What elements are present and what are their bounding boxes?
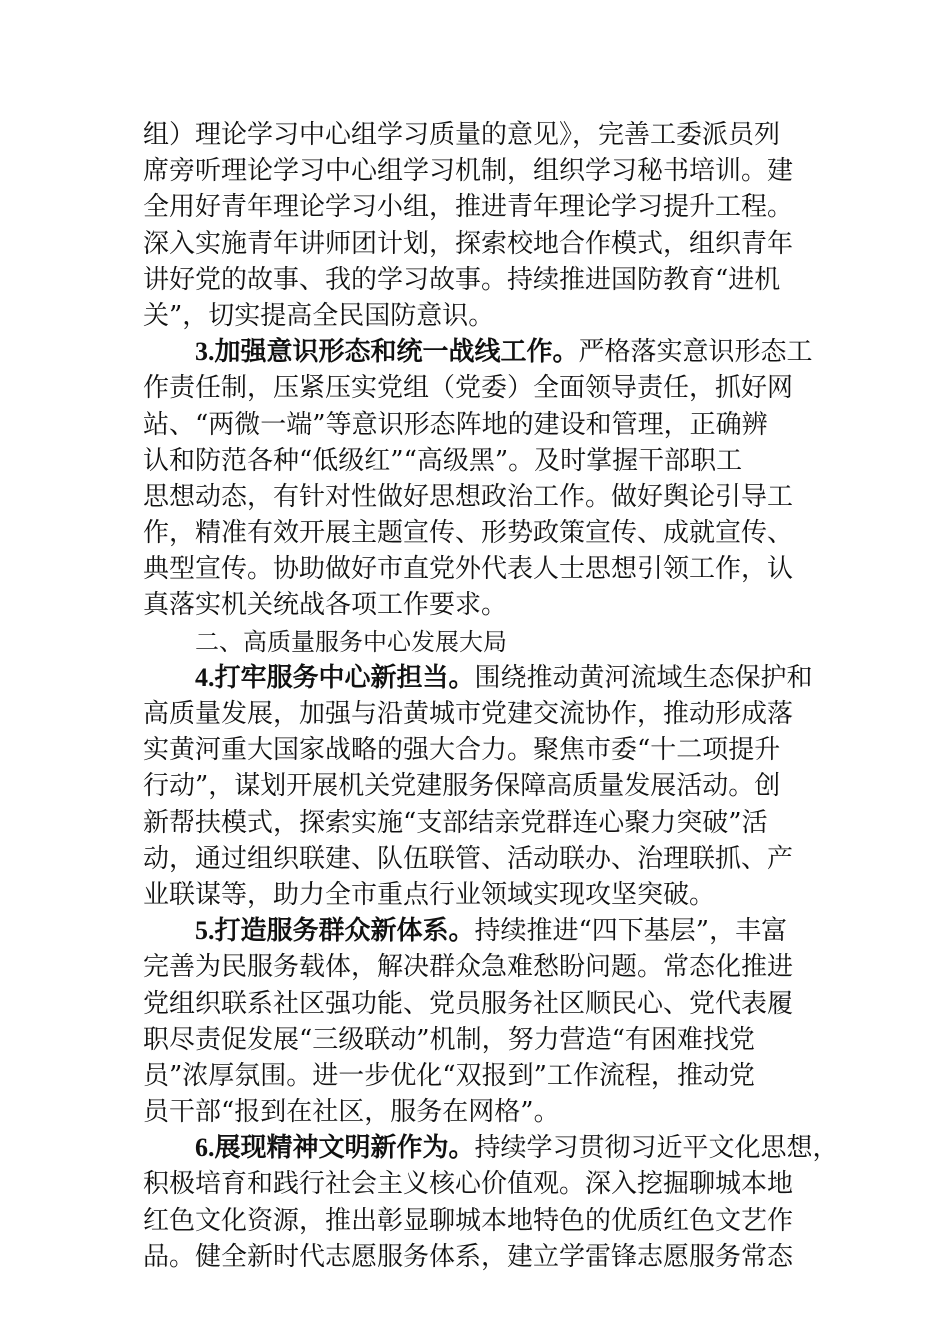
text-line: 完善为民服务载体，解决群众急难愁盼问题。常态化推进 [143, 952, 794, 983]
item-number: 5. [195, 916, 215, 946]
text-line: 作，精准有效开展主题宣传、形势政策宣传、成就宣传、 [143, 518, 794, 549]
item-text: 严格落实意识形态工 [578, 337, 813, 368]
paragraph-item-5 [143, 913, 823, 1130]
text-line: 职尽责促发展“三级联动”机制，努力营造“有困难找党 [143, 1024, 755, 1055]
item-number: 3. [195, 337, 215, 367]
item-text: 持续学习贯彻习近平文化思想， [474, 1133, 839, 1164]
item-title: 打牢服务中心新担当。 [214, 662, 475, 693]
text-line: 全用好青年理论学习小组，推进青年理论学习提升工程。 [143, 192, 794, 223]
text-line: 员干部“报到在社区，服务在网格”。 [143, 1097, 560, 1128]
paragraph-item-6 [143, 1130, 839, 1275]
paragraph-first-line [143, 1130, 839, 1166]
item-text: 持续推进“四下基层”，丰富 [474, 916, 788, 947]
text-line: 实黄河重大国家战略的强大合力。聚焦市委“十二项提升 [143, 735, 781, 766]
text-line: 作责任制，压紧压实党组（党委）全面领导责任，抓好网 [143, 373, 794, 404]
text-line: 组）理论学习中心组学习质量的意见》，完善工委派员列 [143, 120, 781, 150]
text-line: 业联谋等，助力全市重点行业领域实现攻坚突破。 [143, 879, 716, 910]
paragraph-first-line [143, 913, 823, 949]
text-line: 员”浓厚氛围。进一步优化“双报到”工作流程，推动党 [143, 1060, 755, 1091]
section-heading-2 [143, 624, 823, 660]
text-line: 席旁听理论学习中心组学习机制，组织学习秘书培训。建 [143, 156, 794, 187]
text-line: 讲好党的故事、我的学习故事。持续推进国防教育“进机 [143, 264, 781, 295]
item-title: 展现精神文明新作为。 [214, 1133, 475, 1164]
text-line: 品。健全新时代志愿服务体系，建立学雷锋志愿服务常态 [143, 1241, 794, 1272]
paragraph-item-4 [143, 660, 823, 913]
text-line: 典型宣传。协助做好市直党外代表人士思想引领工作，认 [143, 554, 794, 585]
paragraph-first-line [143, 334, 823, 370]
item-title: 加强意识形态和统一战线工作。 [214, 337, 579, 368]
item-number: 4. [195, 662, 215, 692]
item-text: 围绕推动黄河流域生态保护和 [474, 662, 813, 693]
text-line: 关”，切实提高全民国防意识。 [143, 300, 495, 331]
text-line: 认和防范各种“低级红”“高级黑”。及时掌握干部职工 [143, 445, 743, 476]
document-body [143, 117, 839, 1275]
text-line: 红色文化资源，推出彰显聊城本地特色的优质红色文艺作 [143, 1205, 794, 1236]
text-line: 新帮扶模式，探索实施“支部结亲党群连心聚力突破”活 [143, 807, 768, 838]
paragraph-first-line [143, 660, 823, 696]
text-line: 积极培育和践行社会主义核心价值观。深入挖掘聊城本地 [143, 1169, 794, 1200]
text-line: 深入实施青年讲师团计划，探索校地合作模式，组织青年 [143, 228, 794, 259]
text-line: 高质量发展，加强与沿黄城市党建交流协作，推动形成落 [143, 699, 794, 729]
text-line: 思想动态，有针对性做好思想政治工作。做好舆论引导工 [143, 481, 794, 512]
item-number: 6. [195, 1133, 215, 1163]
section-heading: 二、高质量服务中心发展大局 [195, 627, 507, 656]
text-line: 行动”，谋划开展机关党建服务保障高质量发展活动。创 [143, 771, 781, 802]
item-title: 打造服务群众新体系。 [214, 916, 475, 947]
text-line: 真落实机关统战各项工作要求。 [143, 590, 508, 621]
text-line: 站、“两微一端”等意识形态阵地的建设和管理，正确辨 [143, 409, 768, 440]
text-line: 动，通过组织联建、队伍联管、活动联办、治理联抓、产 [143, 843, 794, 874]
text-line: 党组织联系社区强功能、党员服务社区顺民心、党代表履 [143, 988, 794, 1019]
paragraph-continuation [143, 117, 823, 334]
paragraph-item-3 [143, 334, 823, 624]
